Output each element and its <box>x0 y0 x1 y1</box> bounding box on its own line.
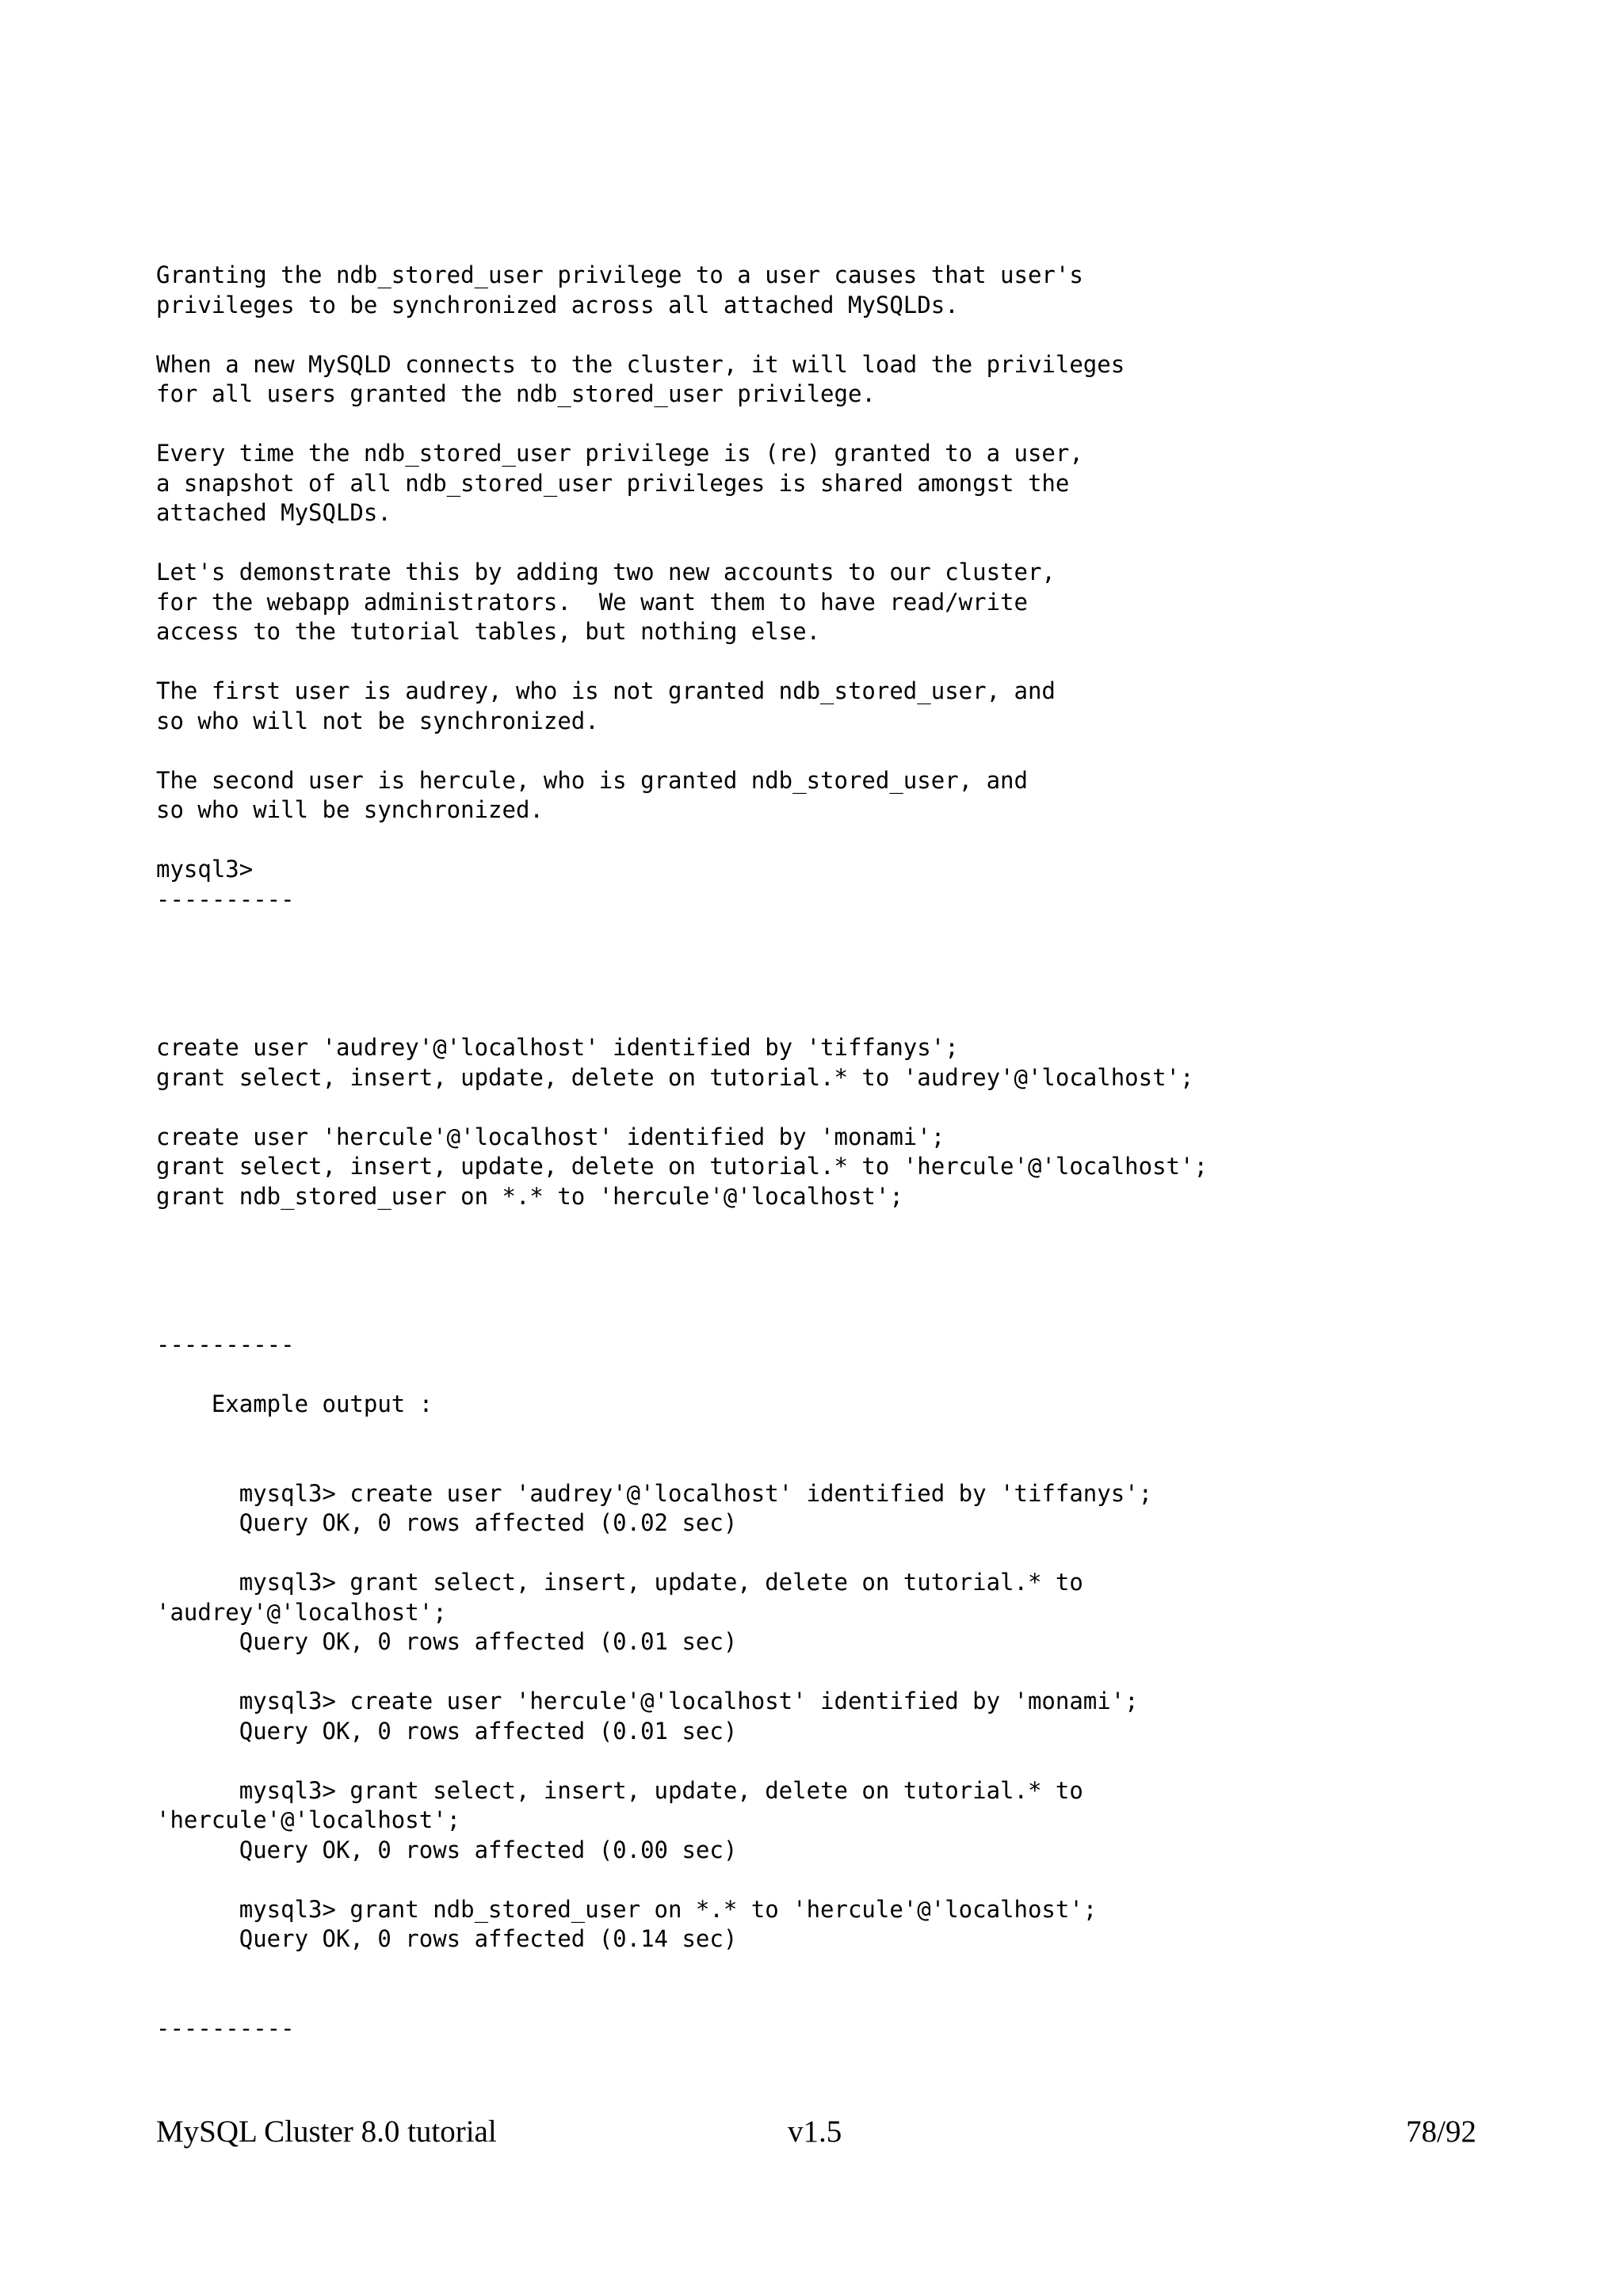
blank-line <box>156 647 1543 677</box>
footer-page-number: 78/92 <box>1406 2115 1476 2149</box>
blank-line <box>156 826 1543 856</box>
text-line: so who will be synchronized. <box>156 796 544 823</box>
text-line: privileges to be synchronized across all attached MySQLDs. <box>156 291 959 318</box>
blank-line <box>156 1301 1543 1331</box>
text-line: ---------- <box>156 1331 295 1358</box>
text-line: Example output : <box>156 1390 433 1417</box>
text-line: mysql3> grant ndb_stored_user on *.* to 'hercule'@'localhost'; <box>156 1895 1098 1923</box>
text-line: grant select, insert, update, delete on tutorial.* to 'audrey'@'localhost'; <box>156 1063 1194 1091</box>
text-line: mysql3> grant select, insert, update, delete on tutorial.* to <box>156 1776 1083 1804</box>
text-line: Query OK, 0 rows affected (0.01 sec) <box>156 1628 738 1655</box>
text-line: mysql3> grant select, insert, update, delete on tutorial.* to <box>156 1569 1083 1596</box>
text-line: so who will not be synchronized. <box>156 707 599 734</box>
blank-line <box>156 1420 1543 1450</box>
text-line: ---------- <box>156 885 295 913</box>
blank-line <box>156 736 1543 766</box>
blank-line <box>156 914 1543 944</box>
text-line: create user 'audrey'@'localhost' identified by 'tiffanys'; <box>156 1034 959 1061</box>
text-line: mysql3> create user 'hercule'@'localhost' identified by 'monami'; <box>156 1688 1139 1714</box>
text-line: for the webapp administrators. We want them to have read/write <box>156 588 1028 616</box>
blank-line <box>156 1271 1543 1301</box>
text-line: Every time the ndb_stored_user privilege is (re) granted to a user, <box>156 440 1083 467</box>
blank-line <box>156 1004 1543 1034</box>
text-line: Query OK, 0 rows affected (0.00 sec) <box>156 1836 738 1863</box>
blank-line <box>156 1360 1543 1390</box>
footer-version: v1.5 <box>788 2115 842 2149</box>
blank-line <box>156 1657 1543 1688</box>
text-line: for all users granted the ndb_stored_user privilege. <box>156 380 876 407</box>
footer-title: MySQL Cluster 8.0 tutorial <box>156 2115 497 2149</box>
blank-line <box>156 1093 1543 1123</box>
text-line: 'hercule'@'localhost'; <box>156 1806 461 1833</box>
blank-line <box>156 1984 1543 2014</box>
text-line: Query OK, 0 rows affected (0.14 sec) <box>156 1925 738 1952</box>
text-line: create user 'hercule'@'localhost' identified by 'monami'; <box>156 1123 945 1150</box>
text-line: Query OK, 0 rows affected (0.02 sec) <box>156 1509 738 1536</box>
blank-line <box>156 1746 1543 1776</box>
text-line: access to the tutorial tables, but nothing else. <box>156 618 821 645</box>
blank-line <box>156 1865 1543 1895</box>
blank-line <box>156 1539 1543 1569</box>
text-line: Granting the ndb_stored_user privilege to a user causes that user's <box>156 261 1083 288</box>
blank-line <box>156 944 1543 974</box>
text-line: grant select, insert, update, delete on tutorial.* to 'hercule'@'localhost'; <box>156 1153 1208 1180</box>
blank-line <box>156 1955 1543 1985</box>
blank-line <box>156 1211 1543 1241</box>
text-line: a snapshot of all ndb_stored_user privileges is shared amongst the <box>156 469 1070 497</box>
document-body <box>156 261 1543 2043</box>
blank-line <box>156 528 1543 559</box>
text-line: The second user is hercule, who is granted ndb_stored_user, and <box>156 766 1028 794</box>
blank-line <box>156 320 1543 350</box>
blank-line <box>156 410 1543 440</box>
text-line: Let's demonstrate this by adding two new accounts to our cluster, <box>156 559 1056 585</box>
text-line: attached MySQLDs. <box>156 499 391 526</box>
text-line: mysql3> create user 'audrey'@'localhost' identified by 'tiffanys'; <box>156 1479 1153 1507</box>
text-line: mysql3> <box>156 856 254 883</box>
blank-line <box>156 974 1543 1004</box>
text-line: 'audrey'@'localhost'; <box>156 1598 447 1626</box>
page-footer <box>156 2112 1476 2152</box>
text-line: The first user is audrey, who is not granted ndb_stored_user, and <box>156 677 1056 704</box>
blank-line <box>156 1449 1543 1479</box>
text-line: Query OK, 0 rows affected (0.01 sec) <box>156 1717 738 1745</box>
text-line: grant ndb_stored_user on *.* to 'hercule'@'localhost'; <box>156 1182 903 1210</box>
text-line: ---------- <box>156 2014 295 2042</box>
text-line: When a new MySQLD connects to the cluster, it will load the privileges <box>156 350 1125 378</box>
blank-line <box>156 1241 1543 1272</box>
